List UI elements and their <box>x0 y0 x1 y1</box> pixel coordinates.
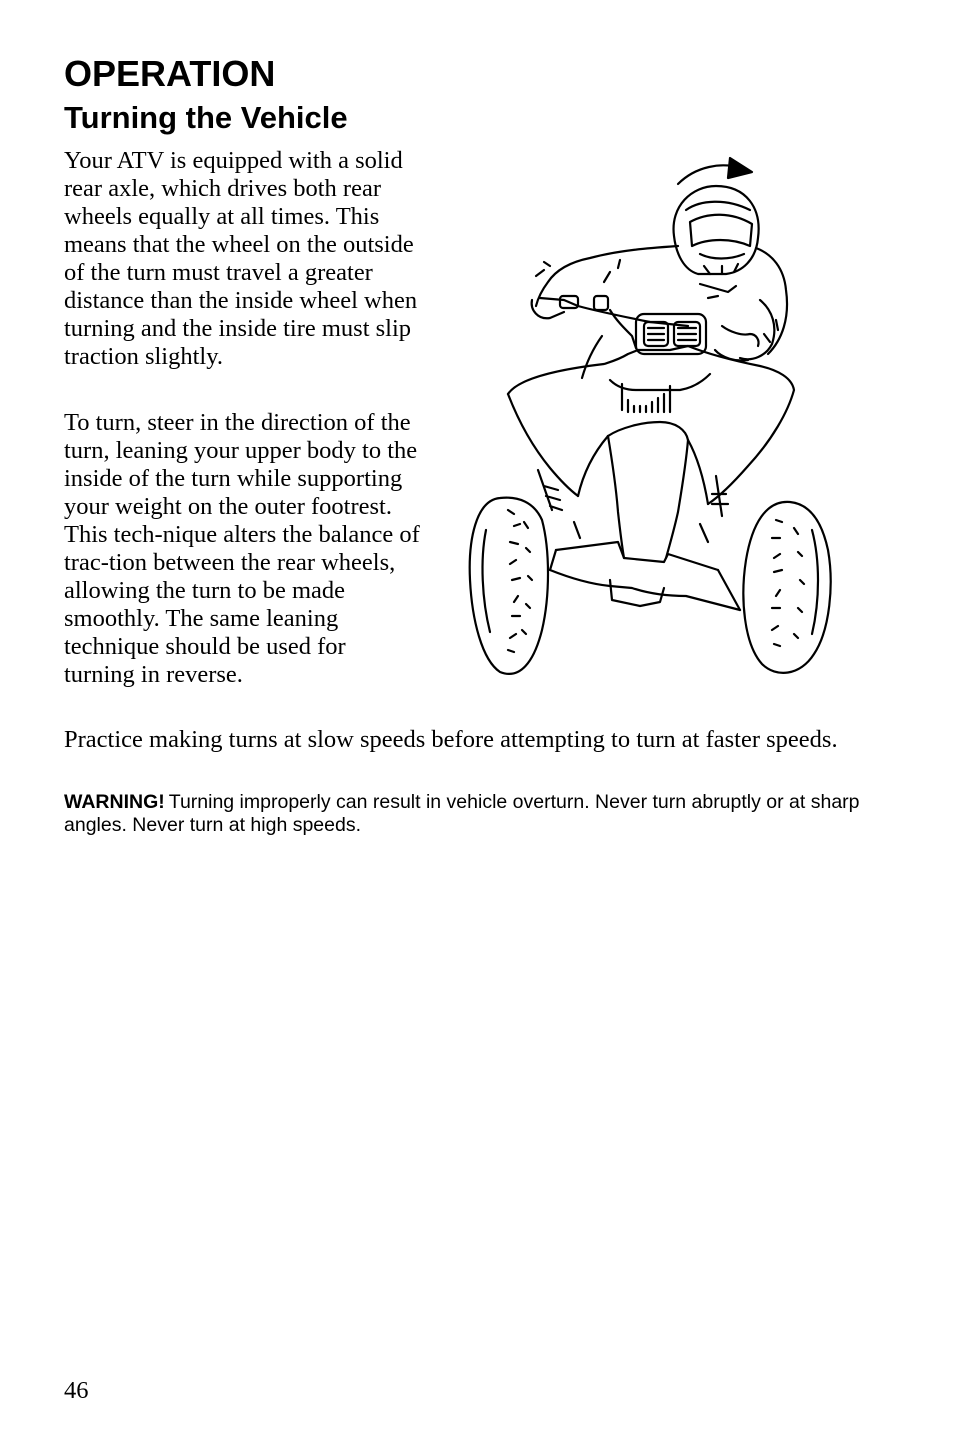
helmet-icon <box>674 186 759 274</box>
right-tire-icon <box>743 502 830 673</box>
warning-label: WARNING! <box>64 791 165 813</box>
warning-notice <box>64 791 884 837</box>
section-title: OPERATION <box>64 53 276 94</box>
paragraph-practice: Practice making turns at slow speeds before attempting to turn at faster speeds. <box>64 726 838 753</box>
page-number: 46 <box>64 1377 89 1404</box>
paragraph-turning-technique: To turn, steer in the direction of the turn, leaning your upper body to the inside of the turn while supporting your weight on the outer footrest. This tech-nique alters the balance of trac-tion between the rear wheels, allowing the turn to be made smoothly. The same leaning technique should be used for turning in reverse. <box>64 409 420 688</box>
warning-text: Turning improperly can result in vehicle overturn. Never turn abruptly or at sharp angles. Never turn at high speeds. <box>64 791 860 836</box>
left-tire-icon <box>470 498 548 674</box>
page-title: Turning the Vehicle <box>64 100 348 135</box>
suspension-icon <box>538 470 740 610</box>
handlebar-icon <box>540 296 706 378</box>
fender-icon <box>508 346 794 558</box>
atv-rider-turning-illustration <box>460 150 840 680</box>
turn-arrow-icon <box>678 158 752 184</box>
paragraph-solid-axle: Your ATV is equipped with a solid rear axle, which drives both rear wheels equally at all times. This means that the wheel on the outside of the turn must travel a greater distance than the inside wheel when turning and the inside tire must slip traction slightly. <box>64 147 418 370</box>
